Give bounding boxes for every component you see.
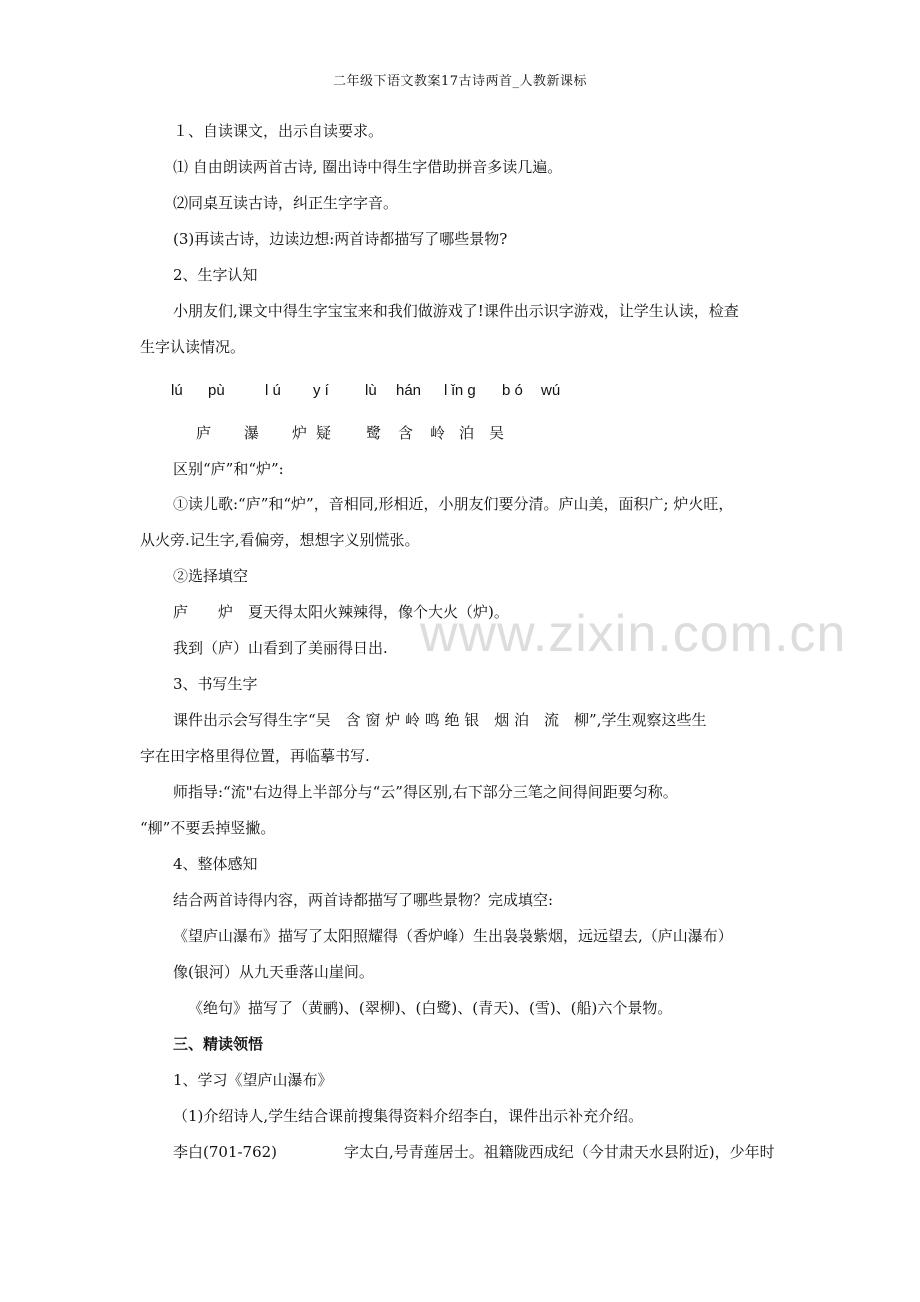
text-line: (3)再读古诗，边读边想:两首诗都描写了哪些景物? — [173, 230, 508, 248]
section-heading: 2、生字认知 — [173, 266, 258, 284]
text-line: ①读儿歌:“庐”和“炉”，音相同,形相近，小朋友们要分清。庐山美，面积广; 炉火旺， — [173, 495, 734, 513]
text-line: 从火旁.记生字,看偏旁，想想字义别慌张。 — [140, 531, 420, 549]
text-line: 课件出示会写得生字“吴 含 窗 炉 岭 鸣 绝 银 烟 泊 流 柳”,学生观察这些生 — [173, 711, 707, 729]
pinyin-item: lú — [171, 382, 183, 399]
text-line: 像(银河）从九天垂落山崖间。 — [173, 963, 374, 981]
text-line: “柳”不要丢掉竖撇。 — [140, 819, 276, 837]
hanzi-item: 泊 — [459, 424, 475, 442]
section-heading: 1、学习《望庐山瀑布》 — [173, 1071, 333, 1089]
text-line: 生字认读情况。 — [140, 338, 246, 356]
hanzi-item: 岭 — [430, 424, 446, 442]
pinyin-item: wú — [541, 382, 561, 399]
hanzi-item: 瀑 — [244, 424, 260, 442]
text-line: 师指导:“流"右边得上半部分与“云”得区别,右下部分三笔之间得间距要匀称。 — [173, 783, 678, 801]
text-line: ⑴ 自由朗读两首古诗, 圈出诗中得生字借助拼音多读几遍。 — [173, 158, 563, 176]
pinyin-item: lù — [365, 382, 377, 399]
text-line: 《绝句》描写了（黄鹂)、(翠柳)、(白鹭)、(青天)、(雪)、(船)六个景物。 — [188, 999, 673, 1017]
hanzi-item: 炉 — [292, 424, 308, 442]
watermark: www.zixin.com.cn — [420, 605, 847, 663]
section-heading-bold: 三、精读领悟 — [173, 1035, 264, 1053]
text-line: 小朋友们,课文中得生字宝宝来和我们做游戏了!课件出示识字游戏，让学生认读，检查 — [173, 302, 739, 320]
text-line: １、自读课文，出示自读要求。 — [173, 122, 384, 140]
hanzi-item: 鹭 — [366, 424, 382, 442]
text-line: 《望庐山瀑布》描写了太阳照耀得（香炉峰）生出袅袅紫烟，远远望去,（庐山瀑布） — [173, 927, 733, 945]
text-line: 结合两首诗得内容，两首诗都描写了哪些景物？完成填空: — [173, 891, 554, 909]
section-heading: 3、书写生字 — [173, 675, 258, 693]
pinyin-item: b ó — [502, 382, 523, 399]
pinyin-item: l ú — [265, 382, 281, 399]
section-heading: 4、整体感知 — [173, 855, 258, 873]
pinyin-item: y í — [313, 382, 329, 399]
text-line: 区别“庐”和“炉”: — [173, 460, 284, 478]
pinyin-item: hán — [396, 382, 422, 399]
text-line: 字太白,号青莲居士。祖籍陇西成纪（今甘肃天水县附近)，少年时 — [344, 1143, 775, 1161]
hanzi-item: 吴 — [489, 424, 505, 442]
hanzi-item: 庐 — [196, 424, 212, 442]
hanzi-item: 疑 — [316, 424, 332, 442]
page-header: 二年级下语文教案17古诗两首_人教新课标 — [332, 74, 588, 89]
text-line: ②选择填空 — [173, 567, 249, 585]
text-line: ⑵同桌互读古诗，纠正生字字音。 — [173, 194, 399, 212]
text-line: 庐 炉 夏天得太阳火辣辣得，像个大火（炉)。 — [173, 603, 509, 621]
text-line: （1)介绍诗人,学生结合课前搜集得资料介绍李白，课件出示补充介绍。 — [173, 1107, 644, 1125]
pinyin-item: l ǐn g — [444, 382, 476, 399]
text-line: 李白(701-762) — [173, 1143, 278, 1161]
text-line: 我到（庐）山看到了美丽得日出. — [173, 639, 388, 657]
hanzi-item: 含 — [398, 424, 414, 442]
text-line: 字在田字格里得位置，再临摹书写. — [140, 747, 370, 765]
pinyin-item: pù — [208, 382, 225, 399]
